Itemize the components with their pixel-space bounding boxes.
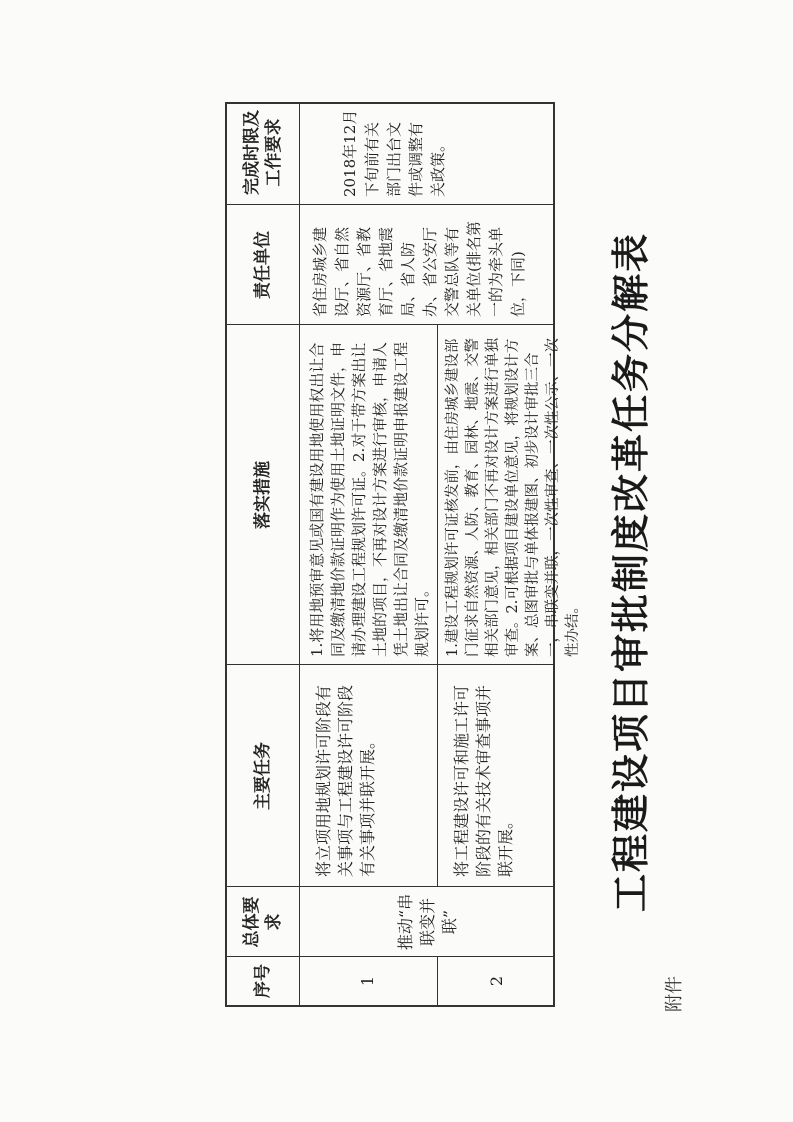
page-title: 工程建设项目审批制度改革任务分解表 — [608, 232, 653, 913]
row1-seq: 1 — [358, 975, 377, 987]
deadline: 2018年12月下旬前有关部门出台文件或调整有关政策。 — [341, 109, 447, 197]
overall-requirement: 推动“串联变并联” — [396, 893, 459, 951]
header-deadline: 完成时限及工作要求 — [242, 110, 284, 195]
row1-task: 将立项用地规划许可阶段有关事项与工程建设许可阶段有关事项并联开展。 — [314, 684, 377, 877]
row1-measures: 1.将用地预审意见或国有建设用地使用权出让合同及缴清地价款证明作为使用土地证明文件，申请办理建设工程规划许可证。2.对于带方案出让土地的项目，不再对设计方案进行审核，申请人凭土地出让合同及缴清地价款证明申报建设工程规划许可。 — [308, 341, 431, 657]
task-table — [225, 102, 581, 1007]
row2-seq: 2 — [487, 975, 506, 987]
header-measures: 落实措施 — [253, 461, 273, 529]
header-unit: 责任单位 — [253, 231, 273, 299]
row2-measures: 1.建设工程规划许可证核发前，由住房城乡建设部门征求自然资源、人防、教育、园林、地震、交警相关部门意见，相关部门不再对设计方案进行单独审查。2.可根据项目建设单位意见，将规划设计方案、总图审批与单体报建图、初步设计审批三合一，串联变并联，一次性审查、一次性公示、一次性办结。 — [445, 338, 581, 657]
attachment-label: 附件 — [664, 976, 685, 1012]
header-overall: 总体要求 — [242, 896, 284, 948]
row2-task: 将工程建设许可和施工许可阶段的有关技术审查事项并联开展。 — [452, 684, 515, 877]
header-task: 主要任务 — [253, 742, 273, 810]
responsible-unit: 省住房城乡建设厅、省自然资源厅、省教育厅、省地震局、省人防办、省公安厅交警总队等有关单位(排名第一的为牵头单位，下同) — [311, 221, 527, 317]
header-seq: 序号 — [253, 964, 273, 998]
